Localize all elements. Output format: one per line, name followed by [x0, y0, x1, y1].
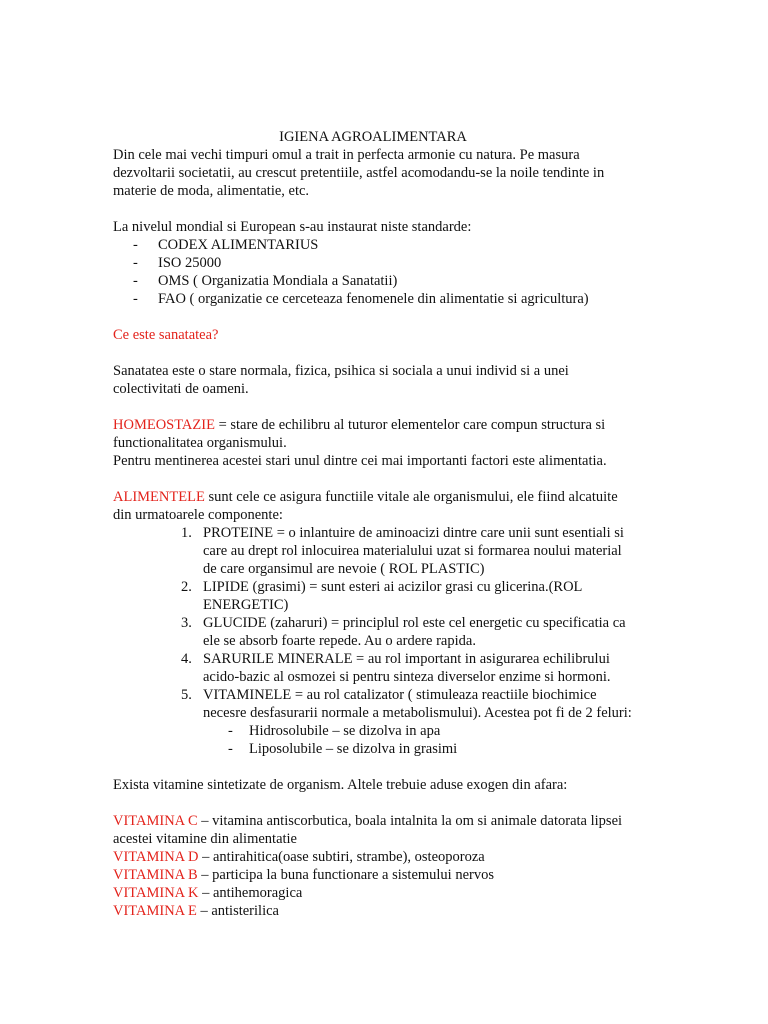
- list-number: 1.: [181, 525, 192, 541]
- exogen-paragraph: Exista vitamine sintetizate de organism. Altele trebuie aduse exogen din afara:: [113, 777, 568, 793]
- list-item: - OMS ( Organizatia Mondiala a Sanatatii): [113, 272, 633, 290]
- list-text: SARURILE MINERALE = au rol important in asigurarea echilibrului acido-bazic al osmozei si pentru sinteza diverselor enzime si hormoni.: [203, 651, 611, 685]
- list-text: LIPIDE (grasimi) = sunt esteri ai acizilor grasi cu glicerina.(ROL ENERGETIC): [203, 579, 582, 613]
- intro-paragraph: Din cele mai vechi timpuri omul a trait in perfecta armonie cu natura. Pe masura dezvoltarii societatii, au crescut pretentiile, astfel acomodandu-se la noile tendinte in materie de moda, alimentatie, etc.: [113, 147, 605, 199]
- vitamin-desc: – vitamina antiscorbutica, boala intalnita la om si animale datorata lipsei acestei vitamine din alimentatie: [113, 813, 623, 847]
- components-list: [113, 524, 633, 758]
- document-page: [113, 128, 633, 920]
- list-number: 2.: [181, 579, 192, 595]
- vitamin-desc: – antihemoragica: [198, 885, 303, 901]
- list-text: VITAMINELE = au rol catalizator ( stimuleaza reactiile biochimice necesre desfasurarii normale a metabolismului). Acestea pot fi de 2 feluri:: [203, 687, 632, 721]
- vitamin-b: [113, 866, 633, 884]
- vitamin-name: VITAMINA E: [113, 903, 197, 919]
- vitamin-desc: – antirahitica(oase subtiri, strambe), osteoporoza: [198, 849, 485, 865]
- alimentele-term: ALIMENTELE: [113, 489, 205, 505]
- standards-intro: La nivelul mondial si European s-au instaurat niste standarde:: [113, 219, 472, 235]
- homeostazie-followup: Pentru mentinerea acestei stari unul dintre cei mai importanti factori este alimentatia.: [113, 453, 607, 469]
- vitamin-c: [113, 812, 633, 848]
- vitamin-name: VITAMINA B: [113, 867, 198, 883]
- vitamin-k: [113, 884, 633, 902]
- vitamin-e: [113, 902, 633, 920]
- list-item: [113, 650, 633, 686]
- homeostazie-definition: = stare de echilibru al tuturor elementelor care compun structura si functionalitatea organismului.: [113, 417, 606, 451]
- document-title: IGIENA AGROALIMENTARA: [279, 129, 467, 145]
- vitamin-desc: – antisterilica: [196, 903, 279, 919]
- list-number: 4.: [181, 651, 192, 667]
- list-item: [113, 614, 633, 650]
- list-item: - ISO 25000: [113, 254, 633, 272]
- list-item: - FAO ( organizatie ce cerceteaza fenomenele din alimentatie si agricultura): [113, 290, 633, 308]
- vitamin-d: [113, 848, 633, 866]
- homeostazie-term: HOMEOSTAZIE: [113, 417, 215, 433]
- list-item: [113, 578, 633, 614]
- vitamin-desc: – participa la buna functionare a sistemului nervos: [197, 867, 494, 883]
- list-item: - Hidrosolubile – se dizolva in apa: [203, 722, 633, 740]
- vitamin-name: VITAMINA D: [113, 849, 199, 865]
- vitamin-types-list: [203, 722, 633, 758]
- alimentele-paragraph: [113, 488, 633, 524]
- standards-list: [113, 236, 633, 308]
- list-item: [113, 524, 633, 578]
- list-text: PROTEINE = o inlantuire de aminoacizi dintre care unii sunt esentiali si care au drept rol inlocuirea materialului uzat si formarea noului material de care organsimul are nevoie ( ROL PLASTIC): [203, 525, 624, 577]
- vitamin-name: VITAMINA K: [113, 885, 199, 901]
- list-item: - CODEX ALIMENTARIUS: [113, 236, 633, 254]
- list-item: - Liposolubile – se dizolva in grasimi: [203, 740, 633, 758]
- health-question: Ce este sanatatea?: [113, 327, 219, 343]
- vitamin-name: VITAMINA C: [113, 813, 198, 829]
- list-number: 3.: [181, 615, 192, 631]
- list-text: GLUCIDE (zaharuri) = principlul rol este cel energetic cu specificatia ca ele se absorb foarte repede. Au o ardere rapida.: [203, 615, 626, 649]
- list-item: [113, 686, 633, 758]
- alimentele-definition: sunt cele ce asigura functiile vitale ale organismului, ele fiind alcatuite din urmatoarele componente:: [113, 489, 618, 523]
- health-definition: Sanatatea este o stare normala, fizica, psihica si sociala a unui individ si a unei colectivitati de oameni.: [113, 363, 569, 397]
- homeostazie-paragraph: [113, 416, 633, 452]
- list-number: 5.: [181, 687, 192, 703]
